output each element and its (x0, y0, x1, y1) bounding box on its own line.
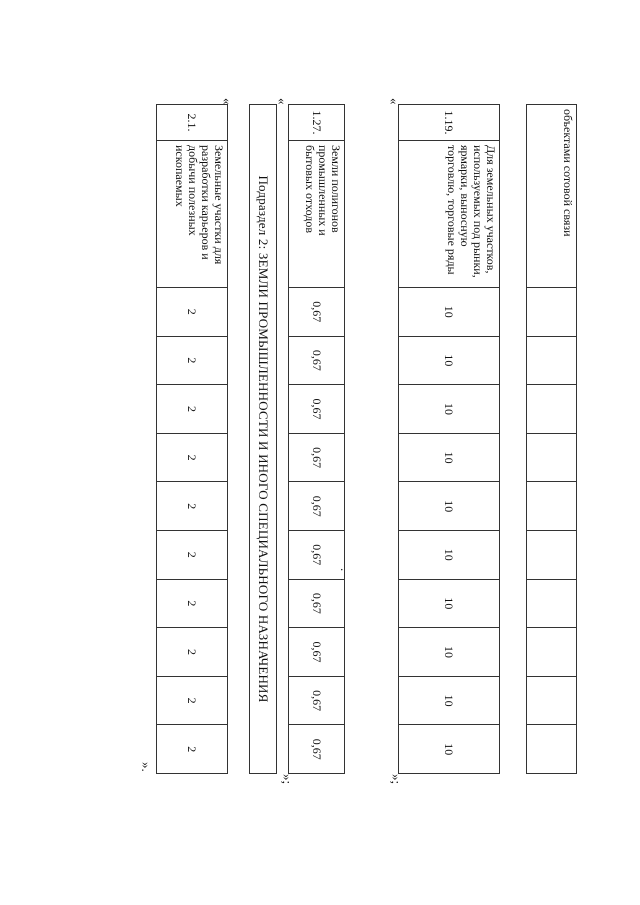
empty-cell (526, 677, 576, 726)
rate-cell: 0,67 (288, 288, 344, 337)
empty-cell (526, 725, 576, 774)
rate-cell: 10 (398, 337, 499, 386)
rate-cell: 10 (398, 677, 499, 726)
table-fragment-top (526, 104, 577, 774)
rate-cell: 10 (398, 288, 499, 337)
rate-cell: 10 (398, 434, 499, 483)
quote-open: « (220, 98, 235, 105)
row-description: Земли полигонов промышленных и бытовых отходов (288, 141, 344, 288)
quote-close: »; (280, 774, 295, 785)
rate-cell: 2 (156, 531, 227, 580)
empty-cell (526, 434, 576, 483)
row-number: 1.27. (288, 105, 344, 141)
quote-open: « (387, 98, 402, 105)
rate-cell: 2 (156, 385, 227, 434)
rate-cell: 0,67 (288, 725, 344, 774)
rate-cell: 0,67 (288, 482, 344, 531)
row-number: 2.1. (156, 105, 227, 141)
rate-cell: 2 (156, 580, 227, 629)
rate-cell: 0,67 (288, 628, 344, 677)
rate-cell: 2 (156, 288, 227, 337)
rate-cell: 2 (156, 434, 227, 483)
rate-cell: 2 (156, 337, 227, 386)
stray-dot: . (338, 568, 353, 572)
empty-cell (526, 337, 576, 386)
rate-cell: 2 (156, 482, 227, 531)
table-row-1-19 (398, 104, 500, 774)
rate-cell: 10 (398, 628, 499, 677)
table-row-1-27 (288, 104, 345, 774)
rate-cell: 10 (398, 580, 499, 629)
row-number: 1.19. (398, 105, 499, 141)
empty-cell (526, 580, 576, 629)
rate-cell: 10 (398, 725, 499, 774)
rate-cell: 2 (156, 677, 227, 726)
empty-cell (526, 288, 576, 337)
quote-close: ». (139, 762, 154, 772)
quote-open: « (275, 98, 290, 105)
rate-cell: 0,67 (288, 385, 344, 434)
empty-cell (526, 628, 576, 677)
rate-cell: 0,67 (288, 531, 344, 580)
rate-cell: 0,67 (288, 677, 344, 726)
quote-close: »; (389, 774, 404, 785)
rate-cell: 0,67 (288, 434, 344, 483)
rate-cell: 2 (156, 725, 227, 774)
row-description: Для земельных участков, используемых под рынки, ярмарки, выносную торговлю, торговые ряды (398, 141, 499, 288)
empty-cell (526, 482, 576, 531)
rate-cell: 10 (398, 385, 499, 434)
table-row-2-1 (156, 104, 228, 774)
fragment-desc-cell: объектами сотовой связи (526, 105, 576, 288)
row-description: Земельные участки для разработки карьеров и добычи полезных ископаемых (156, 141, 227, 288)
rate-cell: 10 (398, 531, 499, 580)
rate-cell: 0,67 (288, 337, 344, 386)
subsection-2-title: Подраздел 2: ЗЕМЛИ ПРОМЫШЛЕННОСТИ И ИНОГО СПЕЦИАЛЬНОГО НАЗНАЧЕНИЯ (249, 104, 277, 774)
empty-cell (526, 531, 576, 580)
empty-cell (526, 385, 576, 434)
rate-cell: 0,67 (288, 580, 344, 629)
rate-cell: 2 (156, 628, 227, 677)
rate-cell: 10 (398, 482, 499, 531)
